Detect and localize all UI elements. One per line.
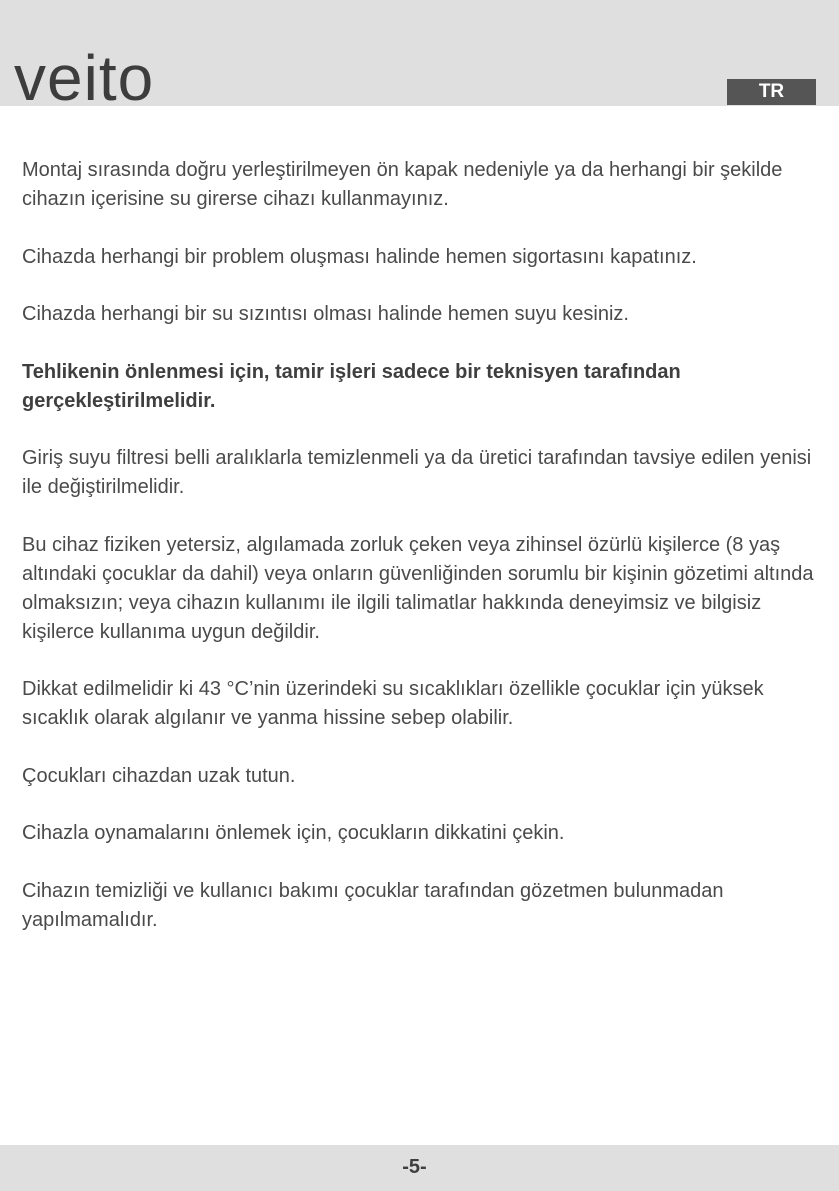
paragraph-fuse-warning: Cihazda herhangi bir problem oluşması halinde hemen sigortasını kapatınız. [22, 245, 697, 268]
paragraph-water-leak-warning: Cihazda herhangi bir su sızıntısı olması halinde hemen suyu kesiniz. [22, 303, 629, 325]
page-header [0, 0, 839, 114]
language-badge: TR [727, 79, 816, 105]
manual-content [22, 156, 822, 963]
paragraph-filter-cleaning: Giriş suyu filtresi belli aralıklarla temizlenmeli ya da üretici tarafından tavsiye edilen yenisi ile değiştirilmelidir. [22, 447, 812, 498]
paragraph-temperature-warning: Dikkat edilmelidir ki 43 °C’nin üzerindeki su sıcaklıkları özellikle çocuklar için yüksek sıcaklık olarak algılanır ve yanma hissine sebep olabilir. [22, 678, 764, 729]
paragraph-supervise-children: Cihazla oynamalarını önlemek için, çocukların dikkatini çekin. [22, 822, 565, 844]
paragraph-keep-children-away: Çocukları cihazdan uzak tutun. [22, 764, 296, 787]
paragraph-cleaning-supervision: Cihazın temizliği ve kullanıcı bakımı çocuklar tarafından gözetmen bulunmadan yapılmamalıdır. [22, 879, 724, 931]
brand-logo: veito [14, 42, 155, 114]
paragraph-technician-warning: Tehlikenin önlenmesi için, tamir işleri sadece bir teknisyen tarafından gerçekleştirilmelidir. [22, 360, 681, 412]
page-number: -5- [402, 1156, 427, 1178]
page-footer [0, 1145, 839, 1191]
paragraph-front-cover-warning: Montaj sırasında doğru yerleştirilmeyen ön kapak nedeniyle ya da herhangi bir şekilde cihazın içerisine su girerse cihazı kullanmayınız. [22, 159, 783, 210]
paragraph-suitability-warning: Bu cihaz fiziken yetersiz, algılamada zorluk çeken veya zihinsel özürlü kişilerce (8 yaş altındaki çocuklar da dahil) veya onların güvenliğinden sorumlu bir kişinin gözetimi altında olmaksızın; veya cihazın kullanımı ile ilgili talimatlar hakkında deneyimsiz ve bilgisiz kişilerce kullanıma uygun değildir. [22, 533, 814, 643]
